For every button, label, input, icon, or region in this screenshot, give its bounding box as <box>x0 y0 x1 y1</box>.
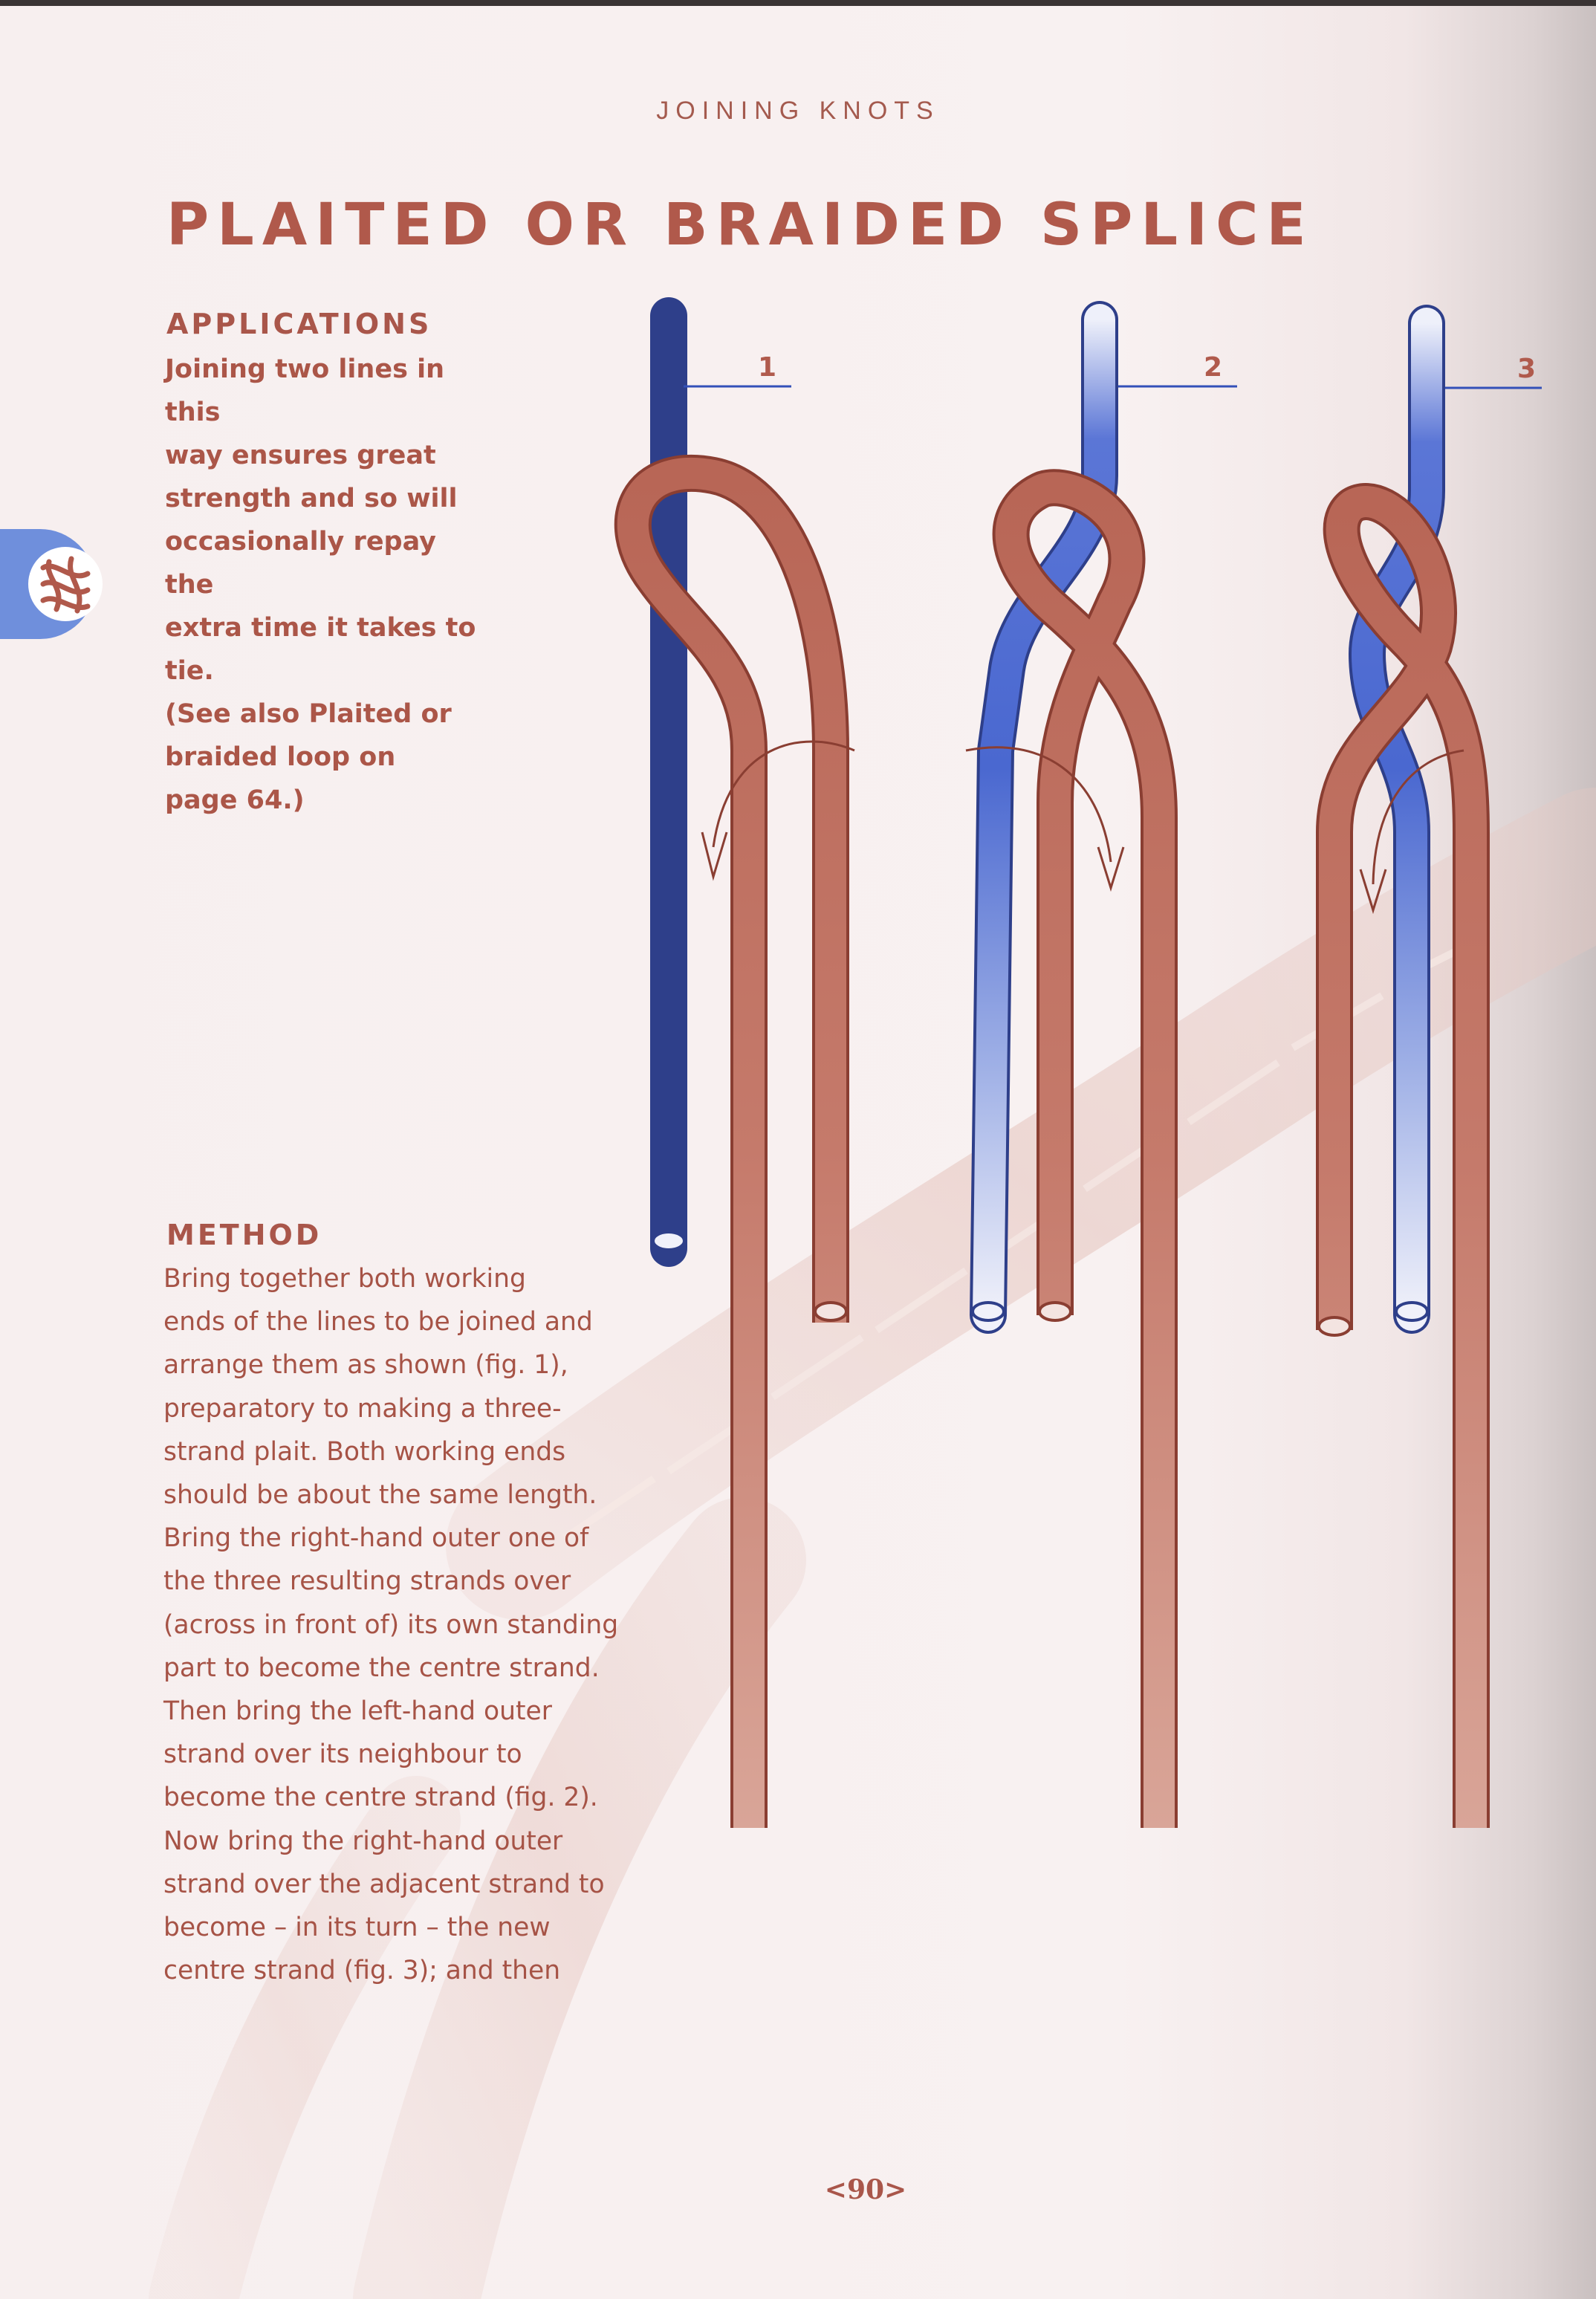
applications-line: Joining two lines in this <box>165 354 445 427</box>
applications-heading: APPLICATIONS <box>166 308 432 340</box>
method-line: become the centre strand (fig. 2). <box>163 1783 598 1813</box>
page-number: <90> <box>824 2174 907 2205</box>
applications-line: braided loop on <box>165 742 396 772</box>
method-line: Then bring the left-hand outer <box>163 1696 552 1727</box>
figure-3-diagram <box>1319 323 1542 1828</box>
method-line: centre strand (fig. 3); and then <box>163 1956 561 1986</box>
applications-line: occasionally repay the <box>165 527 436 600</box>
method-line: part to become the centre strand. <box>163 1653 600 1683</box>
applications-line: extra time it takes to tie. <box>165 613 476 686</box>
applications-line: way ensures great <box>165 441 436 470</box>
figure-1-diagram <box>633 316 854 1828</box>
applications-line: page 64.) <box>165 785 305 815</box>
figure-1-label: 1 <box>758 352 777 383</box>
method-line: the three resulting strands over <box>163 1566 571 1597</box>
method-line: become – in its turn – the new <box>163 1913 551 1943</box>
method-line: should be about the same length. <box>163 1480 597 1511</box>
figure-3-label: 3 <box>1517 354 1537 384</box>
method-line: (across in front of) its own standing <box>163 1609 619 1640</box>
method-line: arrange them as shown (fig. 1), <box>163 1350 568 1381</box>
method-line: strand over the adjacent strand to <box>163 1869 605 1899</box>
method-line: Bring together both working <box>163 1264 526 1294</box>
method-line: preparatory to making a three- <box>163 1393 562 1424</box>
figure-2-label: 2 <box>1204 352 1223 383</box>
page-title: PLAITED OR BRAIDED SPLICE <box>166 192 1314 259</box>
method-line: ends of the lines to be joined and <box>163 1307 593 1337</box>
method-line: strand plait. Both working ends <box>163 1436 566 1467</box>
applications-line: (See also Plaited or <box>165 699 452 729</box>
method-heading: METHOD <box>166 1219 322 1251</box>
running-head: JOINING KNOTS <box>656 97 940 125</box>
method-line: strand over its neighbour to <box>163 1739 522 1770</box>
applications-line: strength and so will <box>165 484 458 513</box>
method-line: Bring the right-hand outer one of <box>163 1523 589 1554</box>
figure-2-diagram <box>966 320 1237 1828</box>
method-line: Now bring the right-hand outer <box>163 1826 563 1856</box>
